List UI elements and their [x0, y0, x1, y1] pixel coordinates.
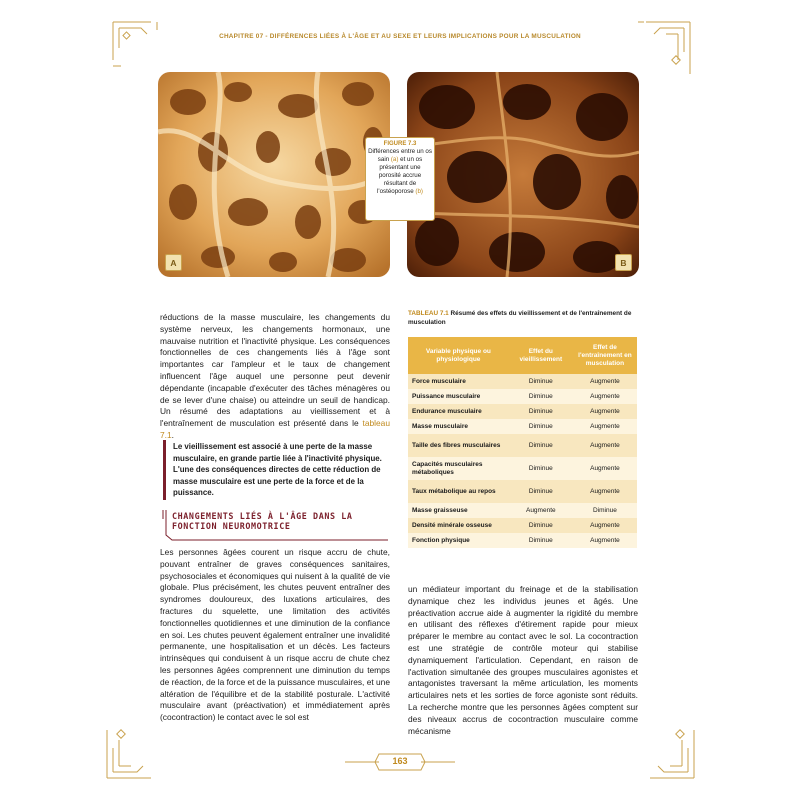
table-row: Taux métabolique au repos Diminue Augmente	[408, 480, 637, 503]
table-header-variable: Variable physique ou physiologique	[408, 337, 509, 374]
table-header-aging: Effet du vieillissement	[509, 337, 573, 374]
figure-caption-box	[365, 137, 435, 221]
table-row: Puissance musculaire Diminue Augmente	[408, 389, 637, 404]
section-heading	[162, 509, 390, 541]
body-paragraph-2: Les personnes âgées courent un risque accru de chute, pouvant entraîner de graves conséquences sanitaires, psychosociales et économiques qui nuisent à la qualité de vie globale. Plus précisément, les chutes peuvent entraîner des syndromes douloureux, des luxations articulaires, des fractures du squelette, une limitation des activités fonctionnelles quotidiennes et une diminution de la confiance en soi. Les chutes peuvent également entraîner une invalidité permanente, une hospitalisation et un décès. Les facteurs intrinsèques qui conduisent à un risque accru de chute chez les personnes âgées comprennent une diminution du temps de réaction, de la force et de la puissance musculaires, et une altération de l'équilibre et de la stabilité posturale. L'activité musculaire avant (préactivation) et immédiatement après (cocontraction) le contact avec le sol est	[160, 547, 390, 723]
table-row: Masse musculaire Diminue Augmente	[408, 419, 637, 434]
effects-table	[408, 337, 637, 548]
section-heading-line1: CHANGEMENTS LIÉS À L'ÂGE DANS LA	[172, 511, 353, 521]
running-head: CHAPITRE 07 - DIFFÉRENCES LIÉES À L'ÂGE ET AU SEXE ET LEURS IMPLICATIONS POUR LA MUSCULATION	[219, 33, 581, 40]
table-label: TABLEAU 7.1	[408, 310, 449, 317]
osteoporosis-bone-photo	[407, 72, 639, 277]
page-number: 163	[392, 756, 408, 766]
corner-ornament-bottom-left	[105, 718, 161, 780]
table-row: Endurance musculaire Diminue Augmente	[408, 404, 637, 419]
table-reference-link[interactable]: tableau 7.1	[160, 418, 390, 440]
body-paragraph-1: réductions de la masse musculaire, les changements du système nerveux, les changements hormonaux, une mauvaise nutrition et l'inactivité physique. Les conséquences fonctionnelles de ces changements liés à l'âge sont importantes car l'ampleur et le taux de changement influencent l'âge auquel une personne peut devenir dépendante (incapable d'exécuter des tâches ménagères ou de se lever d'une chaise) ou atteindre un seuil de handicap. Un résumé des adaptations au vieillissement et à l'entraînement de musculation est présenté dans le tableau 7.1.	[160, 312, 390, 440]
corner-ornament-bottom-right	[640, 718, 696, 780]
figure-caption: Différences entre un os sain (a) et un os présentant une porosité accrue résultant de l'ostéoporose (b)	[368, 148, 432, 195]
body-paragraph-3: un médiateur important du freinage et de la stabilisation dynamique chez les individus jeunes et âgés. Une préactivation accrue aide à augmenter la rigidité du membre en utilisant des réflexes d'étirement rapide pour mieux préparer le membre au contact avec le sol. La cocontraction est une stratégie de contrôle moteur qui stabilise dynamiquement l'articulation. Cependant, en raison de l'activation simultanée des groupes musculaires agonistes et antagonistes traversant la même articulation, les moments articulaires nets et les sorties de force agoniste sont réduits. La recherche montre que les personnes âgées comptent sur des niveaux accrus de cocontraction musculaire comme mécanisme	[408, 584, 638, 736]
figure-label: FIGURE 7.3	[383, 141, 417, 147]
healthy-bone-photo	[158, 72, 390, 277]
table-caption: TABLEAU 7.1 Résumé des effets du vieillissement et de l'entraînement de musculation	[408, 310, 632, 326]
table-row: Force musculaire Diminue Augmente	[408, 374, 637, 389]
table-row: Taille des fibres musculaires Diminue Augmente	[408, 434, 637, 457]
table-header-training: Effet de l'entraînement en musculation	[573, 337, 637, 374]
photo-tag-a: A	[165, 254, 182, 271]
table-row: Fonction physique Diminue Augmente	[408, 533, 637, 548]
corner-ornament-top-left	[111, 20, 161, 70]
photo-tag-b: B	[615, 254, 632, 271]
key-point-callout: Le vieillissement est associé à une perte de la masse musculaire, en grande partie liée à l'inactivité physique. L'une des conséquences directes de cette réduction de masse musculaire est une perte de la force et de la puissance.	[163, 440, 390, 500]
section-heading-line2: FONCTION NEUROMOTRICE	[172, 521, 291, 531]
table-row: Capacités musculaires métaboliques Diminue Augmente	[408, 457, 637, 480]
table-row: Masse graisseuse Augmente Diminue	[408, 503, 637, 518]
table-row: Densité minérale osseuse Diminue Augmente	[408, 518, 637, 533]
corner-ornament-top-right	[636, 20, 692, 76]
